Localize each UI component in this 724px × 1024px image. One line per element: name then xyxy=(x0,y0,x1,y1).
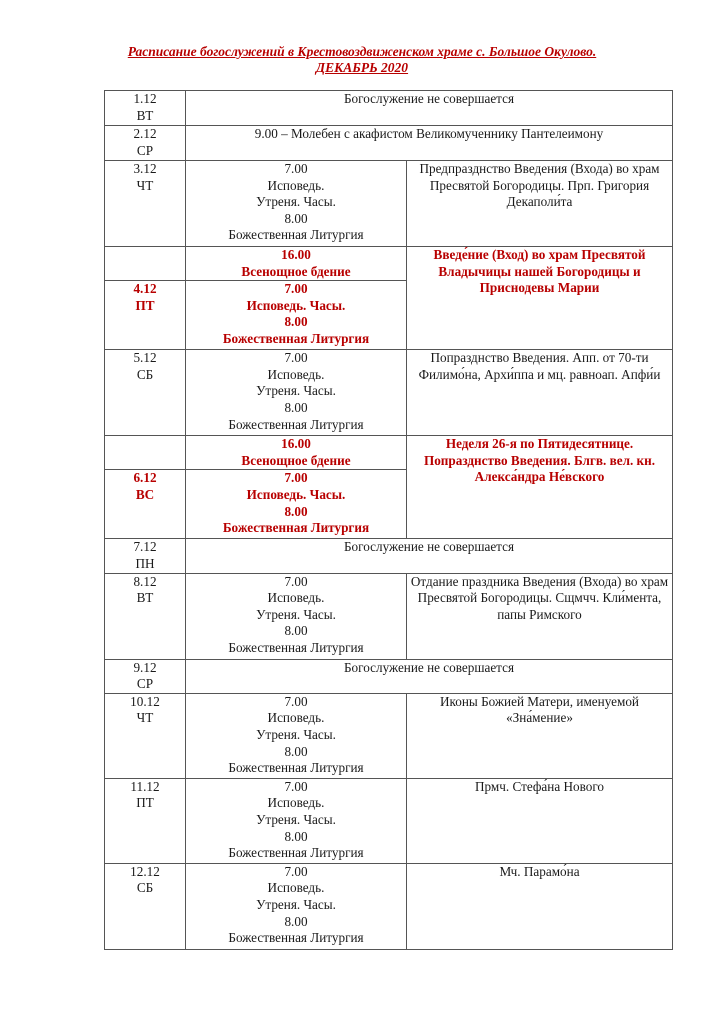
service: Божественная Литургия xyxy=(228,416,364,432)
date: 6.12 xyxy=(133,470,157,486)
table-row xyxy=(105,863,673,949)
date-cell-empty xyxy=(105,247,186,281)
date: 2.12 xyxy=(133,126,157,141)
table-row xyxy=(105,91,673,126)
time: 8.00 xyxy=(284,314,308,330)
time: 8.00 xyxy=(284,913,308,929)
service: Божественная Литургия xyxy=(222,520,370,536)
date: 9.12 xyxy=(133,659,157,675)
table-row xyxy=(105,573,673,659)
date-cell xyxy=(105,539,186,573)
vigil-cell xyxy=(186,436,407,470)
times-cell xyxy=(186,863,407,949)
weekday: ПТ xyxy=(135,297,155,313)
description-cell: Иконы Божией Матери, именуемой «Зна́мение» xyxy=(407,693,673,778)
service: Утреня. Часы. xyxy=(256,383,336,399)
date: 4.12 xyxy=(133,281,157,297)
weekday: ПН xyxy=(135,555,155,571)
time: 7.00 xyxy=(284,161,308,176)
description-cell: Попразднство Введения. Апп. от 70-ти Филимо́на, Архи́ппа и мц. равноап. Апфи́и xyxy=(407,350,673,436)
times-cell xyxy=(186,281,407,350)
title-line-2: ДЕКАБРЬ 2020 xyxy=(315,60,409,75)
description-cell: Прмч. Стефа́на Нового xyxy=(407,778,673,863)
time: 7.00 xyxy=(284,573,308,589)
times-cell xyxy=(186,161,407,247)
service: Утреня. Часы. xyxy=(256,811,336,827)
date-cell xyxy=(105,126,186,161)
service: Утреня. Часы. xyxy=(256,194,336,210)
service: Божественная Литургия xyxy=(228,227,364,243)
feast-cell: Неделя 26-я по Пятидесятнице. Попразднство Введения. Блгв. вел. кн. Алекса́ндра Не́вского xyxy=(407,436,673,539)
time: 7.00 xyxy=(284,778,308,794)
times-cell xyxy=(186,350,407,436)
description-cell: Отдание праздника Введения (Входа) во храм Пресвятой Богородицы. Сщмчч. Кли́мента, папы Римского xyxy=(407,573,673,659)
date-cell xyxy=(105,693,186,778)
service: Исповедь. xyxy=(267,710,325,726)
date-cell xyxy=(105,573,186,659)
weekday: ВТ xyxy=(136,590,154,606)
service: Исповедь. Часы. xyxy=(246,486,346,502)
date: 3.12 xyxy=(133,161,157,176)
time: 8.00 xyxy=(284,399,308,415)
description-cell: Мч. Парамо́на xyxy=(407,863,673,949)
time: 8.00 xyxy=(284,210,308,226)
service: Утреня. Часы. xyxy=(256,606,336,622)
service: Исповедь. xyxy=(267,795,325,811)
page-title xyxy=(0,44,724,76)
service: Исповедь. xyxy=(267,366,325,382)
note-cell: Богослужение не совершается xyxy=(186,539,673,573)
table-row xyxy=(105,693,673,778)
times-cell xyxy=(186,693,407,778)
service: Исповедь. xyxy=(267,177,325,193)
time: 7.00 xyxy=(284,693,308,709)
time: 16.00 xyxy=(281,436,311,452)
service: Утреня. Часы. xyxy=(256,726,336,742)
date: 12.12 xyxy=(130,863,160,879)
date: 7.12 xyxy=(133,539,157,555)
service: Всенощное бдение xyxy=(241,452,351,468)
date: 10.12 xyxy=(130,693,160,709)
vigil-cell xyxy=(186,247,407,281)
date-cell xyxy=(105,281,186,350)
schedule-table xyxy=(104,90,673,950)
times-cell xyxy=(186,778,407,863)
time: 16.00 xyxy=(281,247,311,262)
time: 8.00 xyxy=(284,743,308,759)
note-cell: 9.00 – Молебен с акафистом Великомученнику Пантелеимону xyxy=(186,126,673,161)
service: Божественная Литургия xyxy=(228,639,364,655)
service: Утреня. Часы. xyxy=(256,896,336,912)
table-row xyxy=(105,247,673,281)
service: Божественная Литургия xyxy=(222,330,370,346)
weekday: ЧТ xyxy=(136,710,154,726)
weekday: СР xyxy=(136,142,154,158)
weekday: СБ xyxy=(136,366,154,382)
time: 7.00 xyxy=(284,350,308,366)
weekday: ПТ xyxy=(136,795,154,811)
date: 1.12 xyxy=(133,91,157,106)
note-cell: Богослужение не совершается xyxy=(186,659,673,693)
table-row xyxy=(105,126,673,161)
service: Божественная Литургия xyxy=(228,845,364,861)
title-line-1: Расписание богослужений в Крестовоздвиженском храме с. Большое Окулово. xyxy=(127,44,597,59)
date-cell xyxy=(105,863,186,949)
date: 11.12 xyxy=(130,778,160,794)
date: 5.12 xyxy=(133,350,157,366)
note-cell: Богослужение не совершается xyxy=(186,91,673,126)
time: 8.00 xyxy=(284,828,308,844)
table-row xyxy=(105,778,673,863)
service: Исповедь. xyxy=(267,880,325,896)
service: Божественная Литургия xyxy=(228,760,364,776)
table-row xyxy=(105,350,673,436)
weekday: СБ xyxy=(136,880,154,896)
time: 7.00 xyxy=(284,863,308,879)
date-cell xyxy=(105,161,186,247)
service: Исповедь. Часы. xyxy=(246,297,346,313)
date-cell xyxy=(105,470,186,539)
service: Всенощное бдение xyxy=(241,263,351,279)
weekday: ЧТ xyxy=(136,177,154,193)
date-cell xyxy=(105,659,186,693)
description-cell: Предпразднство Введения (Входа) во храм Пресвятой Богородицы. Прп. Григория Декаполи́та xyxy=(407,161,673,247)
feast-cell: Введе́ние (Вход) во храм Пресвятой Владычицы нашей Богородицы и Приснодевы Марии xyxy=(407,247,673,350)
date-cell-empty xyxy=(105,436,186,470)
time: 7.00 xyxy=(284,470,308,486)
time: 8.00 xyxy=(284,503,308,519)
table-row xyxy=(105,436,673,470)
weekday: ВТ xyxy=(136,107,154,123)
times-cell xyxy=(186,470,407,539)
service: Божественная Литургия xyxy=(228,930,364,946)
times-cell xyxy=(186,573,407,659)
time: 7.00 xyxy=(284,281,308,297)
service: Исповедь. xyxy=(267,590,325,606)
table-row xyxy=(105,659,673,693)
table-row xyxy=(105,539,673,573)
date: 8.12 xyxy=(133,573,157,589)
table-row xyxy=(105,161,673,247)
weekday: ВС xyxy=(135,486,155,502)
date-cell xyxy=(105,778,186,863)
weekday: СР xyxy=(136,676,154,692)
date-cell xyxy=(105,91,186,126)
date-cell xyxy=(105,350,186,436)
time: 8.00 xyxy=(284,623,308,639)
